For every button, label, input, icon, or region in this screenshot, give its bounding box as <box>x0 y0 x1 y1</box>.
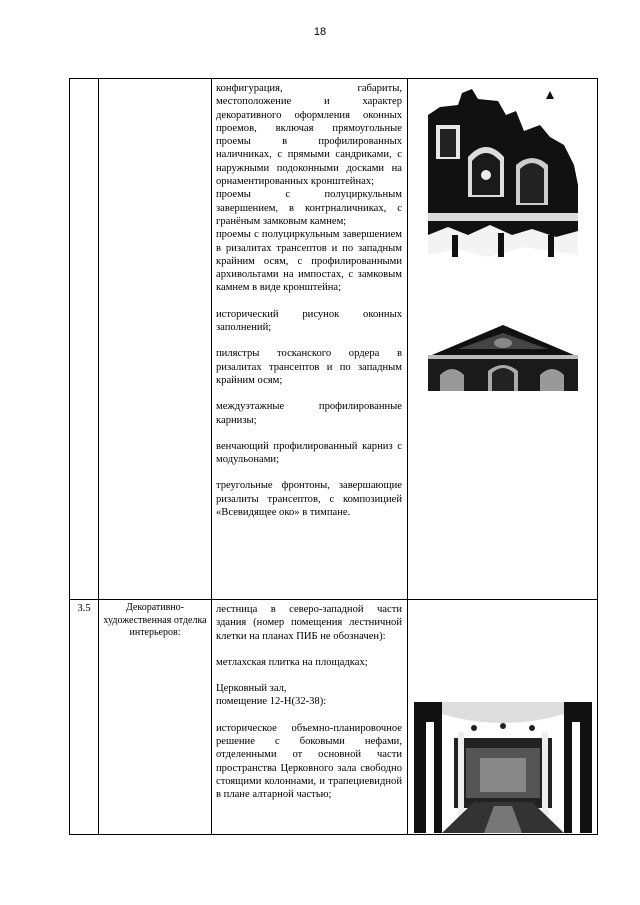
table-row <box>70 79 598 600</box>
row-number <box>70 79 99 600</box>
description-paragraph: метлахская плитка на площадках; <box>216 656 368 668</box>
row-photos <box>408 79 598 600</box>
church-hall-photo <box>414 702 592 833</box>
row-description <box>212 79 408 600</box>
description-paragraph: пилястры тосканского ордера в ризалитах трансептов и по западным крайним осям; <box>216 348 402 386</box>
description-paragraph: исторический рисунок оконных заполнений; <box>216 308 402 334</box>
row-description <box>212 600 408 835</box>
table-row <box>70 600 598 835</box>
pediment-photo <box>428 319 578 391</box>
row-category: Декоративно-художественная отделка интерьеров: <box>99 600 212 835</box>
description-paragraph: конфигурация, габариты, местоположение и характер декоративного оформления оконных проемов, включая прямоугольные проемы в профилированных наличниках, с прямыми сандриками, с наружными подоконными досками на орнаментированных кронштейнах; проемы с полуциркульным завершением, в контрналичниках, с гранёным замковым камнем; проемы с полуциркульным завершением в ризалитах трансептов и по западным крайним осям, с профилированными архивольтами на импостах, с замковым камнем в виде кронштейна; <box>216 83 402 294</box>
row-photos <box>408 600 598 835</box>
row-number: 3.5 <box>70 600 99 835</box>
facade-photo <box>428 85 578 277</box>
row-category <box>99 79 212 600</box>
protection-table <box>69 78 598 835</box>
description-paragraph: лестница в северо-западной части здания (номер помещения лестничной клетки на планах ПИБ не обозначен): <box>216 604 402 642</box>
description-paragraph: Церковный зал, помещение 12-Н(32-38): <box>216 683 327 708</box>
description-paragraph: междуэтажные профилированные карнизы; <box>216 401 402 426</box>
description-paragraph: историческое объемно-планировочное решение с боковыми нефами, отделенными от основной части пространства Церковного зала свободно стоящими колоннами, и трапециевидной в плане алтарной частью; <box>216 722 402 801</box>
page-number: 18 <box>313 26 327 38</box>
description-paragraph: треугольные фронтоны, завершающие ризалиты трансептов, с композицией «Всевидящее око» в тимпане. <box>216 480 402 519</box>
description-paragraph: венчающий профилированный карниз с модульонами; <box>216 440 402 466</box>
